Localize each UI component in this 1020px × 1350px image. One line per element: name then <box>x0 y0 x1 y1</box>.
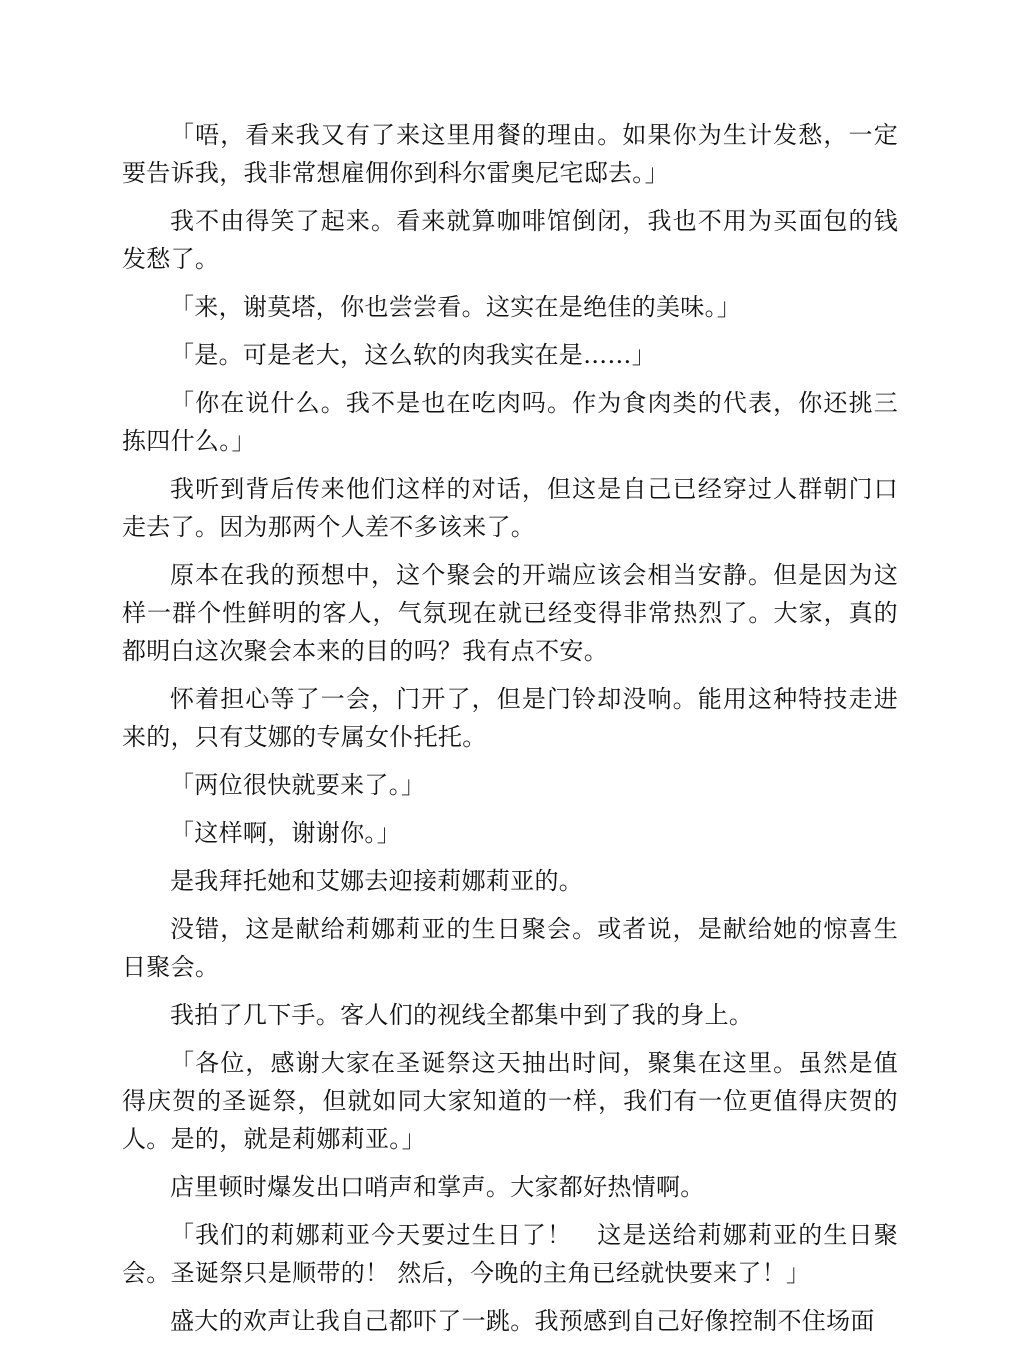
paragraph-3: 「来，谢莫塔，你也尝尝看。这实在是绝佳的美味。」 <box>170 293 742 321</box>
paragraph-1: 「唔，看来我又有了来这里用餐的理由。如果你为生计发愁，一定要告诉我，我非常想雇佣你到科尔雷奥尼宅邸去。」 <box>122 121 898 187</box>
paragraph-15: 店里顿时爆发出口哨声和掌声。大家都好热情啊。 <box>170 1173 705 1201</box>
paragraph-12: 没错，这是献给莉娜莉亚的生日聚会。或者说，是献给她的惊喜生日聚会。 <box>122 915 898 981</box>
paragraph-2: 我不由得笑了起来。看来就算咖啡馆倒闭，我也不用为买面包的钱发愁了。 <box>122 207 898 273</box>
paragraph-6: 我听到背后传来他们这样的对话，但这是自己已经穿过人群朝门口走去了。因为那两个人差不多该来了。 <box>122 475 898 541</box>
document-page <box>122 116 898 1350</box>
paragraph-14: 「各位，感谢大家在圣诞祭这天抽出时间，聚集在这里。虽然是值得庆贺的圣诞祭，但就如同大家知道的一样，我们有一位更值得庆贺的人。是的，就是莉娜莉亚。」 <box>122 1049 898 1153</box>
paragraph-16: 「我们的莉娜莉亚今天要过生日了！ 这是送给莉娜莉亚的生日聚会。圣诞祭只是顺带的！ 然后，今晚的主角已经就快要来了！」 <box>122 1221 898 1287</box>
paragraph-17: 盛大的欢声让我自己都吓了一跳。我预感到自己好像控制不住场面 <box>170 1307 875 1335</box>
paragraph-11: 是我拜托她和艾娜去迎接莉娜莉亚的。 <box>170 867 584 895</box>
paragraph-7: 原本在我的预想中，这个聚会的开端应该会相当安静。但是因为这样一群个性鲜明的客人，气氛现在就已经变得非常热烈了。大家，真的都明白这次聚会本来的目的吗？我有点不安。 <box>122 561 898 665</box>
paragraph-10: 「这样啊，谢谢你。」 <box>170 819 401 847</box>
paragraph-5: 「你在说什么。我不是也在吃肉吗。作为食肉类的代表，你还挑三拣四什么。」 <box>122 389 898 455</box>
paragraph-9: 「两位很快就要来了。」 <box>170 771 426 799</box>
paragraph-4: 「是。可是老大，这么软的肉我实在是……」 <box>170 341 656 369</box>
paragraph-8: 怀着担心等了一会，门开了，但是门铃却没响。能用这种特技走进来的，只有艾娜的专属女仆托托。 <box>122 685 898 751</box>
paragraph-13: 我拍了几下手。客人们的视线全都集中到了我的身上。 <box>170 1001 754 1029</box>
